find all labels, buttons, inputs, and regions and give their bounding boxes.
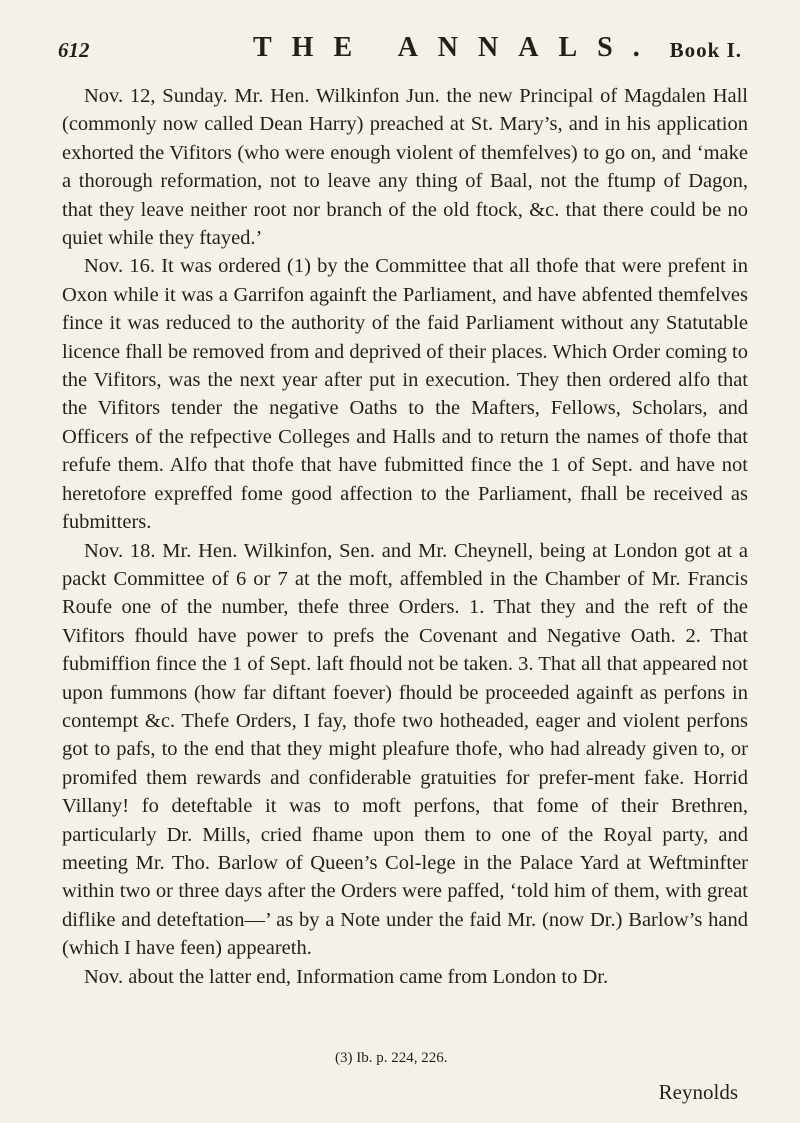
catchword: Reynolds [658,1080,738,1104]
page-number: 612 [58,38,90,62]
paragraph-nov-16: Nov. 16. It was ordered (1) by the Committee that all thofe that were prefent in Oxon while it was a Garrifon againft the Parliament, and have abfented themfelves fince it was reduced to the authority of the faid Parliament without any Statutable licence fhall be removed from and deprived of their places. Which Order coming to the Vifitors, was the next year after put in execution. They then ordered alfo that the Vifitors tender the negative Oaths to the Mafters, Fellows, Scholars, and Officers of the refpective Colleges and Halls and to return the names of thofe that refufe them. Alfo that thofe that have fubmitted fince the 1 of Sept. and have not heretofore expreffed fome good affection to the Parliament, fhall be received as fubmitters. [62,255,748,534]
paragraph-nov-12: Nov. 12, Sunday. Mr. Hen. Wilkinfon Jun. the new Principal of Magdalen Hall (commonly now called Dean Harry) preached at St. Mary’s, and in his application exhorted the Vifitors (who were enough violent of themfelves) to go on, and ‘make a thorough reformation, not to leave any thing of Baal, not the ftump of Dagon, that they leave neither root nor branch of the old ftock, &c. that there could be no quiet while they ftayed.’ [62,85,748,250]
running-head [58,32,742,78]
paragraph-nov-18: Nov. 18. Mr. Hen. Wilkinfon, Sen. and Mr. Cheynell, being at London got at a packt Committee of 6 or 7 at the moft, affembled in the Chamber of Mr. Francis Roufe one of the number, thefe three Orders. 1. That they and the reft of the Vifitors fhould have power to prefs the Covenant and Negative Oath. 2. That fubmiffion fince the 1 of Sept. laft fhould not be taken. 3. That all that appeared not upon fummons (how far diftant foever) fhould be proceeded againft as perfons in contempt &c. Thefe Orders, I fay, thofe two hotheaded, eager and violent perfons got to pafs, to the end that they might pleafure thofe, who had already given to, or promifed them rewards and confiderable gratuities for prefer-ment fake. Horrid Villany! fo deteftable it was to moft perfons, that fome of their Brethren, particularly Dr. Mills, cried fhame upon them to one of the Royal party, and meeting Mr. Tho. Barlow of Queen’s Col-lege in the Palace Yard at Weftminfter within two or three days after the Orders were paffed, ‘told him of them, with great diflike and deteftation—’ as by a Note under the faid Mr. (now Dr.) Barlow’s hand (which I have feen) appeareth. [62,539,748,960]
footnote: (3) Ib. p. 224, 226. [335,1050,448,1066]
body-text [62,82,748,991]
running-title: THE ANNALS. [253,32,660,63]
paragraph-nov-latter-end: Nov. about the latter end, Information came from London to Dr. [84,965,609,988]
book-label: Book I. [669,38,742,62]
